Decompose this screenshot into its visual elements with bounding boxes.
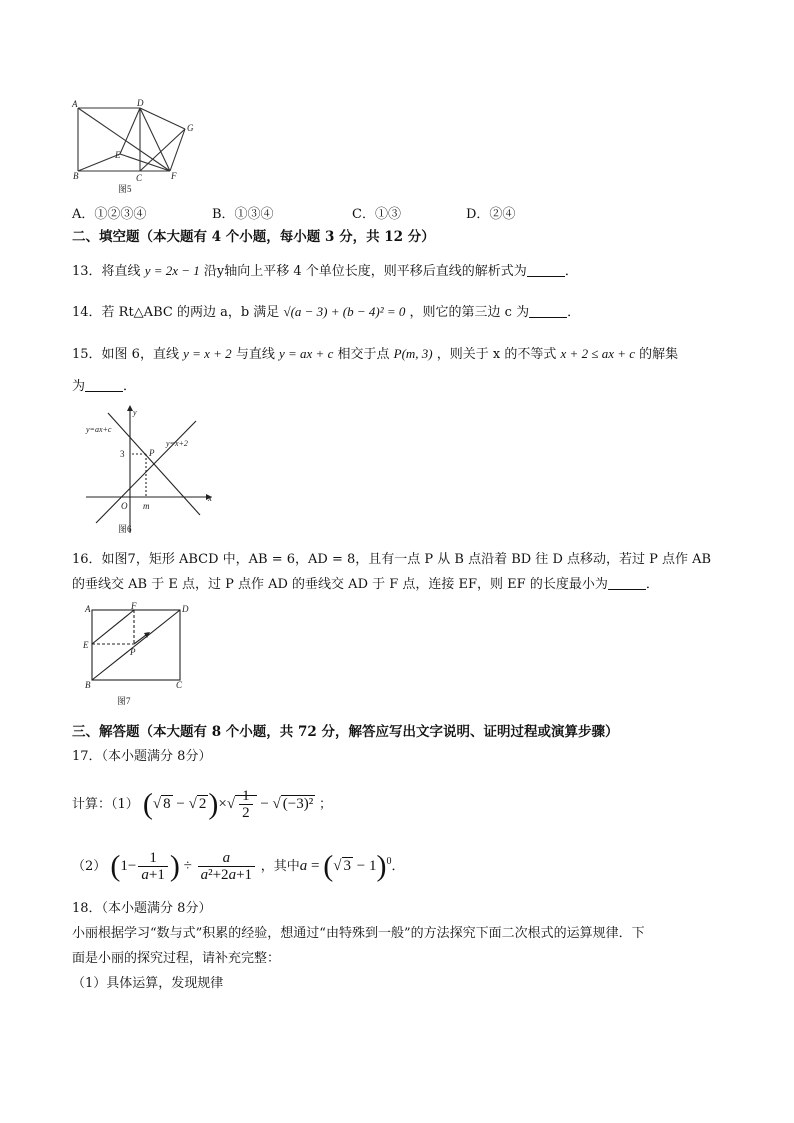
option-c: C．①③ xyxy=(352,207,401,222)
question-16-line-2 xyxy=(72,576,659,594)
fig5-label-a: A xyxy=(72,99,78,109)
q17-part1-label: 计算：（1） xyxy=(72,797,139,812)
fig6-label-m: m xyxy=(143,501,150,511)
q15-prefix: 15．如图 6，直线 xyxy=(72,347,179,362)
question-13 xyxy=(72,262,578,281)
q13-equation: y = 2x − 1 xyxy=(144,263,200,278)
q14-end: ． xyxy=(567,305,581,320)
q15-eq1: y = x + 2 xyxy=(183,346,232,361)
option-a: A．①②③④ xyxy=(72,207,147,222)
fig7-label-f: F xyxy=(131,602,137,611)
q17-part2-label: （2） xyxy=(72,859,107,874)
q15-mid1: 与直线 xyxy=(235,347,275,362)
q13-prefix: 13．将直线 xyxy=(72,264,141,279)
q15-line2-prefix: 为 xyxy=(72,379,86,394)
fig5-label-f: F xyxy=(171,171,177,181)
q17-condition: a = (√ 3 − 1)$^0$ xyxy=(299,849,392,883)
q15-mid2: 相交于点 xyxy=(337,347,390,362)
figure-6 xyxy=(78,405,218,540)
q18-line-1: 小丽根据学习“数与式”积累的经验，想通过“由特殊到一般”的方法探究下面二次根式的运算规律．下 xyxy=(72,926,645,941)
q16-answer-blank xyxy=(608,577,646,590)
fig5-label-c: C xyxy=(136,173,143,183)
q15-answer-blank xyxy=(85,379,123,392)
option-d: D．②④ xyxy=(466,207,516,222)
q14-suffix: ，则它的第三边 c 为 xyxy=(409,305,530,320)
q15-point: P(m, 3) xyxy=(393,346,433,361)
fig6-label-p: P xyxy=(149,448,155,458)
option-b: B．①③④ xyxy=(212,207,274,222)
q16-line2-end: ． xyxy=(645,577,659,592)
q17-part1-tail: ； xyxy=(318,797,332,812)
q13-suffix: 沿y轴向上平移 4 个单位长度，则平移后直线的解析式为 xyxy=(203,264,527,279)
q18-line-3: （1）具体运算，发现规律 xyxy=(72,976,224,991)
fig7-label-p: P xyxy=(130,647,136,657)
q17-part-2 xyxy=(72,842,404,882)
section-2-title: 二、填空题（本大题有 4 个小题，每小题 3 分，共 12 分） xyxy=(72,229,435,245)
fig7-label-a: A xyxy=(85,604,91,614)
question-14 xyxy=(72,303,580,322)
fig5-label-b: B xyxy=(73,171,79,181)
fig6-label-3: 3 xyxy=(120,449,125,459)
fig6-caption: 图6 xyxy=(118,524,132,534)
fig6-label-o: O xyxy=(121,501,128,511)
fig7-label-e: E xyxy=(83,640,89,650)
q14-answer-blank xyxy=(529,305,567,318)
q15-line1-end: 的解集 xyxy=(639,347,679,362)
q13-end: ． xyxy=(564,264,578,279)
question-16-line-1: 16．如图7，矩形 ABCD 中，AB = 6，AD = 8，且有一点 P 从 B 点沿着 BD 往 D 点移动，若过 P 点作 AB xyxy=(72,552,712,567)
fig6-label-left-line: y=ax+c xyxy=(86,425,112,434)
q17-header: 17．（本小题满分 8分） xyxy=(72,749,212,764)
q14-equation: √(a − 3) + (b − 4)² = 0 xyxy=(283,304,406,319)
q15-eq2: y = ax + c xyxy=(278,346,334,361)
q17-part2-mid: ，其中 xyxy=(260,859,300,874)
section-3-title: 三、解答题（本大题有 8 个小题，共 72 分，解答应写出文字说明、证明过程或演算步骤） xyxy=(72,724,619,740)
figure-7 xyxy=(82,602,192,712)
q17-part-1 xyxy=(72,787,332,821)
figure-5 xyxy=(70,96,200,196)
q15-mid3: ，则关于 x 的不等式 xyxy=(436,347,557,362)
question-15-line-1 xyxy=(72,345,678,364)
q18-line-2: 面是小丽的探究过程，请补充完整： xyxy=(72,951,281,966)
fig7-label-c: C xyxy=(176,680,183,690)
q18-header: 18．（本小题满分 8分） xyxy=(72,901,212,916)
fig6-label-y: y xyxy=(133,408,137,417)
question-15-line-2 xyxy=(72,378,136,396)
fig7-caption: 图7 xyxy=(117,696,131,706)
q17-part1-expression: (√ 8 − √ 2)×√ $\frac{1}{2}$ − √ (−3)² xyxy=(142,787,314,822)
q17-part2-end: ． xyxy=(391,859,405,874)
fig7-label-d: D xyxy=(182,604,189,614)
fig6-label-x: x xyxy=(208,493,212,503)
fig6-label-right-line: y=x+2 xyxy=(166,439,188,448)
fig5-label-g: G xyxy=(187,123,194,133)
q13-answer-blank xyxy=(527,264,565,277)
q15-inequality: x + 2 ≤ ax + c xyxy=(560,346,636,361)
q16-line2-prefix: 的垂线交 AB 于 E 点，过 P 点作 AD 的垂线交 AD 于 F 点，连接 EF，则 EF 的长度最小为 xyxy=(72,577,608,592)
q14-prefix: 14．若 Rt△ABC 的两边 a，b 满足 xyxy=(72,305,280,320)
fig5-caption: 图5 xyxy=(118,184,132,194)
fig7-label-b: B xyxy=(85,680,91,690)
q17-part2-expression: (1− $\frac{1}{a+1}$ ) ÷ $\frac{a}{\text{a²+2a+1}}$ xyxy=(110,858,260,874)
fig5-label-d: D xyxy=(137,98,144,108)
fig5-label-e: E xyxy=(115,150,121,160)
q15-line2-end: ． xyxy=(123,379,137,394)
